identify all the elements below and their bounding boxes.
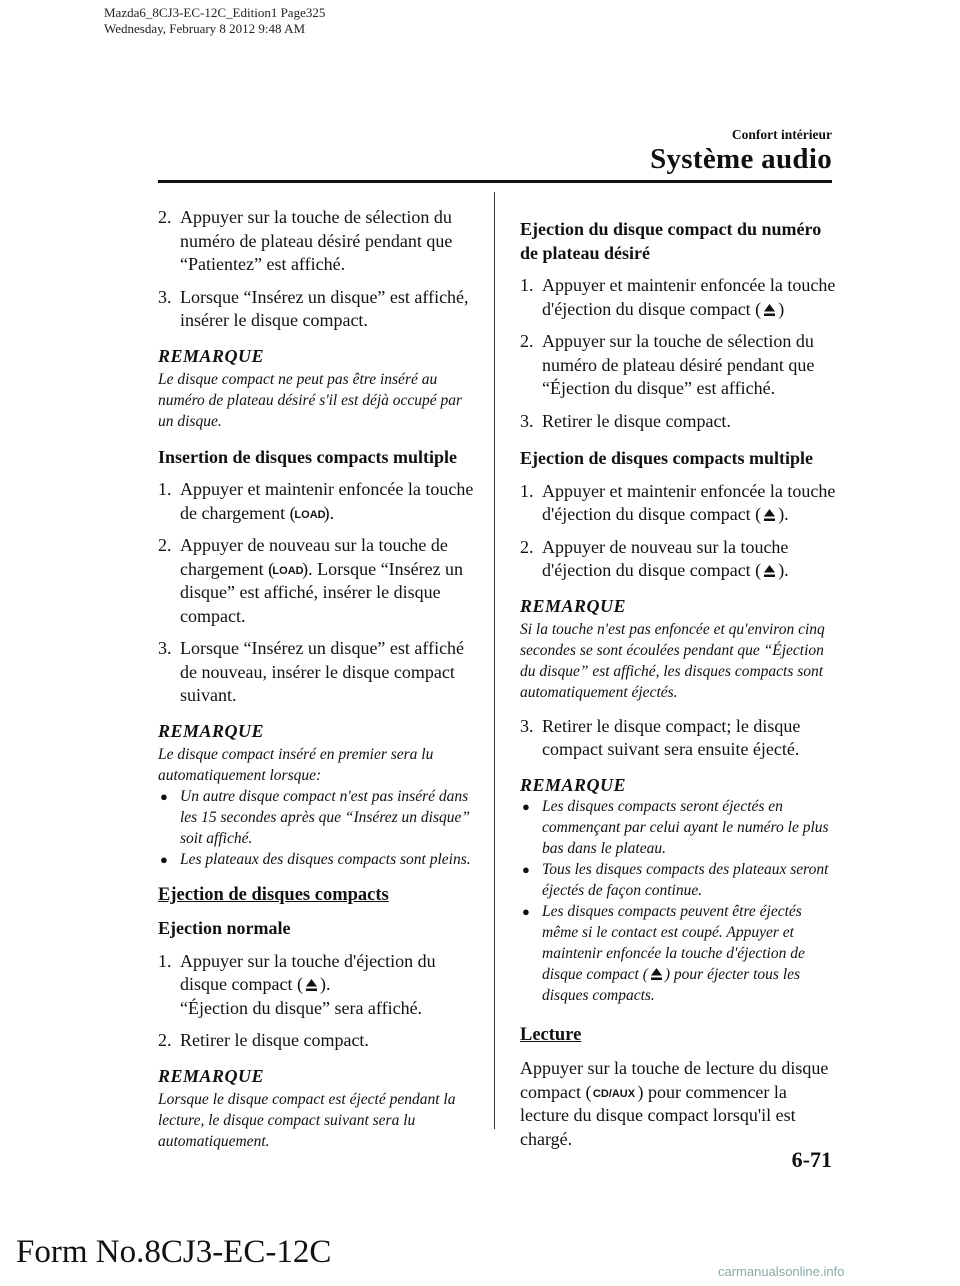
section-kicker: Confort intérieur	[731, 127, 832, 142]
step-text: Lorsque “Insérez un disque” est affiché de nouveau, insérer le disque compact suivant.	[180, 638, 465, 705]
multi-eject-step-1	[520, 480, 838, 527]
multi-step-2	[158, 534, 476, 628]
text-part: Appuyer et maintenir enfoncée la touche d'éjection du disque compact (	[542, 480, 836, 524]
print-meta-line1: Mazda6_8CJ3-EC-12C_Edition1 Page325	[104, 5, 326, 20]
step-text	[180, 950, 476, 1021]
print-meta-line2: Wednesday, February 8 2012 9:48 AM	[104, 21, 306, 36]
subheading-tray-eject: Ejection du disque compact du numéro de plateau désiré	[520, 219, 822, 263]
text-part: Appuyer et maintenir enfoncée la touche d'éjection du disque compact (	[542, 275, 836, 319]
step-number: 2.	[158, 207, 172, 227]
step-2-select-tray	[158, 206, 476, 277]
play-paragraph	[520, 1057, 838, 1151]
eject-icon	[763, 303, 776, 317]
remark-bullet	[520, 796, 838, 859]
text-part: Appuyer et maintenir enfoncée la touche de chargement (	[180, 479, 474, 523]
step-text: Appuyer sur la touche de sélection du numéro de plateau désiré pendant que “Éjection du disque” est affiché.	[542, 331, 815, 398]
cd-aux-button-icon	[593, 1085, 635, 1100]
bullet-text: Les disques compacts seront éjectés en commençant par celui ayant le numéro le plus bas dans le plateau.	[542, 797, 829, 857]
remark-bullet	[520, 901, 838, 1006]
multi-eject-step-3	[520, 715, 838, 762]
remark-text: Si la touche n'est pas enfoncée et qu'environ cinq secondes se sont écoulées pendant que “Éjection du disque” est affiché, les disques compacts sont automatiquement éjectés.	[520, 620, 825, 701]
cdaux-icon-label: CD/AUX	[593, 1087, 636, 1100]
step-number: 2.	[520, 331, 534, 351]
subheading-multi-eject: Ejection de disques compacts multiple	[520, 448, 814, 468]
bullet-text: ) pour éjecter tous les disques compacts.	[542, 965, 801, 1004]
tray-step-1	[520, 274, 838, 321]
text-part: Appuyer sur la touche d'éjection du disque compact (	[180, 950, 436, 994]
eject-icon	[650, 967, 663, 981]
watermark: carmanualsonline.info	[718, 1264, 845, 1279]
step-number: 3.	[158, 286, 172, 307]
bullet-text: Les disques compacts peuvent être éjectés même si le contact est coupé. Appuyer et maintenir enfoncée la touche d'éjection de disque compact (	[542, 902, 805, 983]
heading-eject: Ejection de disques compacts	[158, 884, 389, 905]
step-number: 2.	[520, 536, 534, 557]
bullet-text: Un autre disque compact n'est pas inséré dans les 15 secondes après que “Insérez un disque” soit affiché.	[180, 787, 471, 847]
step-text	[542, 536, 838, 583]
load-icon-label: LOAD	[294, 508, 326, 521]
step-text	[542, 480, 838, 527]
load-button-icon	[294, 506, 326, 521]
eject-icon	[763, 508, 776, 522]
bullet-icon: ●	[522, 861, 530, 877]
page-number: 6-71	[791, 1147, 832, 1172]
eject-step-1	[158, 950, 476, 1021]
tray-step-3	[520, 410, 838, 434]
step-text	[180, 478, 476, 525]
remark-bullet	[158, 849, 476, 870]
tray-step-2	[520, 330, 838, 401]
step-text	[180, 534, 476, 628]
step-text: Appuyer sur la touche de sélection du numéro de plateau désiré pendant que “Patientez” est affiché.	[180, 207, 453, 274]
step-text: Retirer le disque compact.	[542, 410, 731, 431]
step-number: 3.	[520, 715, 534, 736]
step-text: Retirer le disque compact; le disque compact suivant sera ensuite éjecté.	[542, 715, 801, 759]
remark-text: Le disque compact ne peut pas être inséré au numéro de plateau désiré s'il est déjà occupé par un disque.	[158, 370, 463, 430]
bullet-icon: ●	[522, 903, 530, 919]
remark-text: Le disque compact inséré en premier sera lu automatiquement lorsque:	[158, 745, 434, 784]
multi-eject-step-2	[520, 536, 838, 583]
remark-title: REMARQUE	[158, 720, 265, 741]
step-text: Retirer le disque compact.	[180, 1030, 369, 1050]
remark-bullet	[158, 786, 476, 849]
remark-title: REMARQUE	[158, 1065, 265, 1086]
text-part: ).	[778, 560, 789, 580]
step-number: 3.	[158, 638, 172, 658]
text-part: Appuyer de nouveau sur la touche d'éjection du disque compact (	[542, 536, 789, 580]
load-icon-label: LOAD	[272, 564, 304, 577]
eject-step-2	[158, 1029, 476, 1053]
multi-step-3	[158, 637, 476, 708]
text-part: ) pour commencer la lecture du disque compact lorsqu'il est chargé.	[520, 1081, 796, 1149]
remark-title: REMARQUE	[520, 774, 627, 795]
text-part: Appuyer de nouveau sur la touche de chargement (	[180, 535, 448, 579]
bullet-text: Tous les disques compacts des plateaux seront éjectés de façon continue.	[542, 860, 829, 899]
eject-icon	[763, 564, 776, 578]
left-column	[158, 206, 476, 1152]
step-number: 1.	[158, 950, 172, 971]
print-meta	[104, 5, 325, 37]
column-divider	[494, 192, 495, 1129]
section-title: Système audio	[650, 143, 832, 175]
text-part: ). Lorsque “Insérez un disque” est affiché, insérer le disque compact.	[180, 558, 464, 626]
step-text	[542, 274, 838, 321]
remark-title: REMARQUE	[520, 595, 627, 616]
text-part: Appuyer sur la touche de lecture du disque compact (	[520, 1058, 829, 1102]
text-part: ).	[778, 504, 789, 524]
text-part: “Éjection du disque” sera affiché.	[180, 997, 423, 1018]
step-number: 1.	[158, 479, 172, 499]
bullet-text: Les plateaux des disques compacts sont pleins.	[180, 850, 471, 868]
heading-play: Lecture	[520, 1024, 582, 1045]
remark-title: REMARQUE	[158, 345, 265, 366]
remark-text: Lorsque le disque compact est éjecté pendant la lecture, le disque compact suivant sera lu automatiquement.	[158, 1090, 456, 1150]
subheading-normal-eject: Ejection normale	[158, 918, 291, 938]
bullet-icon: ●	[160, 851, 168, 867]
form-number: Form No.8CJ3-EC-12C	[16, 1234, 332, 1270]
bullet-icon: ●	[160, 788, 168, 804]
eject-icon	[305, 978, 318, 992]
step-number: 1.	[520, 480, 534, 501]
step-number: 1.	[520, 275, 534, 295]
subheading-multi-insert: Insertion de disques compacts multiple	[158, 446, 458, 467]
step-number: 2.	[158, 535, 172, 555]
text-part: ).	[323, 502, 335, 523]
load-button-icon	[272, 562, 304, 577]
header-rule	[158, 180, 832, 183]
step-text: Lorsque “Insérez un disque” est affiché, insérer le disque compact.	[180, 286, 469, 330]
bullet-icon: ●	[522, 798, 530, 814]
step-number: 2.	[158, 1030, 172, 1050]
step-number: 3.	[520, 410, 534, 431]
step-3-insert	[158, 286, 476, 333]
multi-step-1	[158, 478, 476, 525]
text-part: ).	[319, 974, 331, 994]
right-column	[520, 218, 838, 1151]
text-part: )	[778, 298, 785, 319]
remark-bullet	[520, 859, 838, 901]
